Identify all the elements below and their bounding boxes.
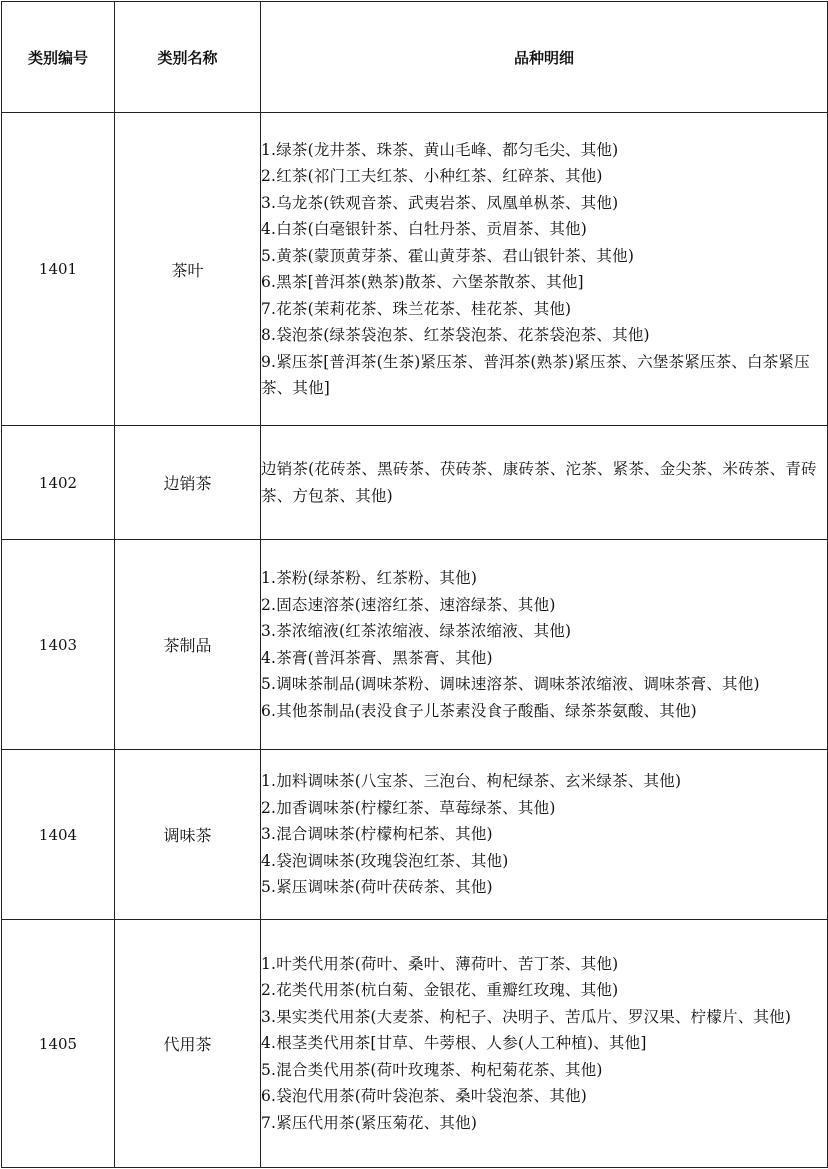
detail-line: 5.调味茶制品(调味茶粉、调味速溶茶、调味茶浓缩液、调味茶膏、其他) — [261, 675, 760, 693]
variety-detail — [261, 920, 828, 1168]
variety-detail — [261, 113, 828, 426]
table-row — [2, 750, 828, 920]
header-category-name: 类别名称 — [115, 2, 261, 113]
detail-line: 2.红茶(祁门工夫红茶、小种红茶、红碎茶、其他) — [261, 167, 603, 185]
category-code: 1404 — [2, 750, 115, 920]
variety-detail — [261, 750, 828, 920]
detail-line: 4.袋泡调味茶(玫瑰袋泡红茶、其他) — [261, 851, 509, 870]
detail-line: 2.固态速溶茶(速溶红茶、速溶绿茶、其他) — [261, 595, 556, 614]
table-row — [2, 920, 828, 1168]
category-name: 茶制品 — [115, 540, 261, 750]
category-name: 茶叶 — [115, 113, 261, 426]
detail-line: 6.其他茶制品(表没食子儿茶素没食子酸酯、绿茶茶氨酸、其他) — [261, 701, 697, 720]
detail-line: 9.紧压茶[普洱茶(生茶)紧压茶、普洱茶(熟茶)紧压茶、六堡茶紧压茶、白茶紧压茶、其他] — [261, 352, 810, 397]
detail-line: 4.茶膏(普洱茶膏、黑茶膏、其他) — [261, 648, 493, 667]
detail-line: 3.果实类代用茶(大麦茶、枸杞子、决明子、苦瓜片、罗汉果、柠檬片、其他) — [261, 1007, 792, 1026]
detail-line: 3.乌龙茶(铁观音茶、武夷岩茶、凤凰单枞茶、其他) — [261, 193, 619, 212]
detail-line: 2.加香调味茶(柠檬红茶、草莓绿茶、其他) — [261, 798, 556, 817]
detail-line: 1.绿茶(龙井茶、珠茶、黄山毛峰、都匀毛尖、其他) — [261, 140, 619, 159]
detail-line: 3.茶浓缩液(红茶浓缩液、绿茶浓缩液、其他) — [261, 622, 572, 640]
detail-line: 1.茶粉(绿茶粉、红茶粉、其他) — [261, 569, 478, 587]
detail-line: 8.袋泡茶(绿茶袋泡茶、红茶袋泡茶、花茶袋泡茶、其他) — [261, 326, 650, 344]
category-name: 代用茶 — [115, 920, 261, 1168]
detail-line: 7.紧压代用茶(紧压菊花、其他) — [261, 1113, 478, 1132]
category-name: 边销茶 — [115, 426, 261, 540]
detail-line: 5.紧压调味茶(荷叶茯砖茶、其他) — [261, 878, 493, 897]
detail-line: 7.花茶(茉莉花茶、珠兰花茶、桂花茶、其他) — [261, 299, 572, 318]
detail-line: 1.叶类代用茶(荷叶、桑叶、薄荷叶、苦丁茶、其他) — [261, 954, 619, 973]
header-category-code: 类别编号 — [2, 2, 115, 113]
category-code: 1405 — [2, 920, 115, 1168]
detail-line: 5.混合类代用茶(荷叶玫瑰茶、枸杞菊花茶、其他) — [261, 1060, 603, 1079]
detail-line: 6.黑茶[普洱茶(熟茶)散茶、六堡茶散茶、其他] — [261, 273, 584, 291]
category-name: 调味茶 — [115, 750, 261, 920]
detail-line: 6.袋泡代用茶(荷叶袋泡茶、桑叶袋泡茶、其他) — [261, 1087, 587, 1106]
detail-line: 4.白茶(白毫银针茶、白牡丹茶、贡眉茶、其他) — [261, 220, 587, 238]
detail-line: 1.加料调味茶(八宝茶、三泡台、枸杞绿茶、玄米绿茶、其他) — [261, 772, 682, 791]
detail-line: 边销茶(花砖茶、黑砖茶、茯砖茶、康砖茶、沱茶、紧茶、金尖茶、米砖茶、青砖茶、方包茶、其他) — [261, 460, 817, 505]
category-code: 1401 — [2, 113, 115, 426]
detail-line: 4.根茎类代用茶[甘草、牛蒡根、人参(人工种植)、其他] — [261, 1034, 647, 1053]
table-row — [2, 113, 828, 426]
variety-detail — [261, 426, 828, 540]
detail-line: 2.花类代用茶(杭白菊、金银花、重瓣红玫瑰、其他) — [261, 981, 619, 1000]
table-row — [2, 426, 828, 540]
variety-detail — [261, 540, 828, 750]
detail-line: 5.黄茶(蒙顶黄芽茶、霍山黄芽茶、君山银针茶、其他) — [261, 246, 635, 265]
category-code: 1403 — [2, 540, 115, 750]
detail-line: 3.混合调味茶(柠檬枸杞茶、其他) — [261, 825, 493, 844]
table-header-row — [2, 2, 828, 113]
header-variety-detail: 品种明细 — [261, 2, 828, 113]
tea-category-table — [1, 1, 828, 1168]
table-row — [2, 540, 828, 750]
category-code: 1402 — [2, 426, 115, 540]
